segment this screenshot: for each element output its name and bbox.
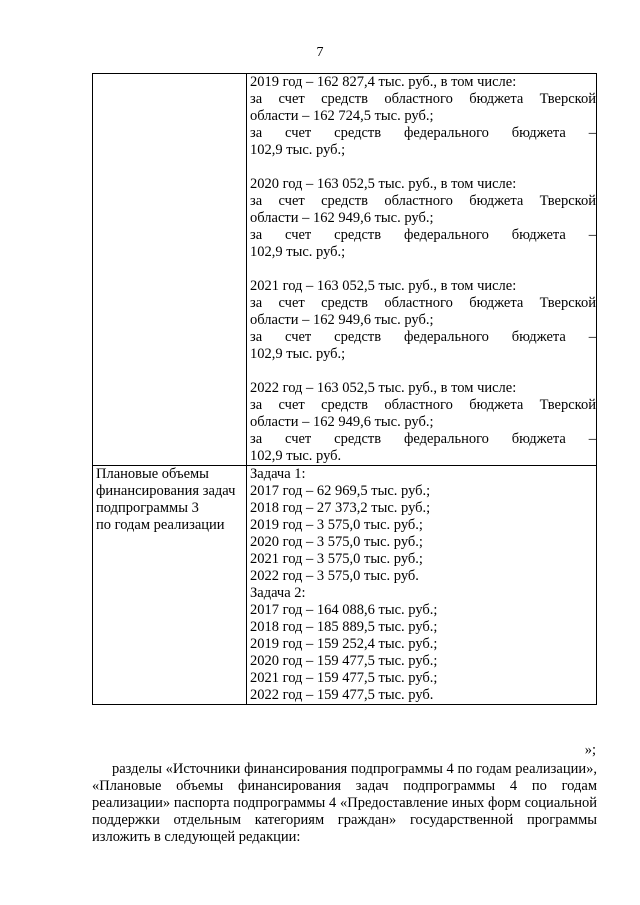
federal-budget-line: за счет средств федерального бюджета – xyxy=(250,125,596,141)
row2-label-line: по годам реализации xyxy=(96,517,225,533)
task-year-line: 2019 год – 3 575,0 тыс. руб.; xyxy=(250,517,423,533)
federal-budget-amount: 102,9 тыс. руб.; xyxy=(250,244,346,260)
task-year-line: 2018 год – 27 373,2 тыс. руб.; xyxy=(250,500,431,516)
regional-budget-line: за счет средств областного бюджета Тверской xyxy=(250,91,596,107)
row2-right-cell xyxy=(247,466,597,705)
year-block xyxy=(250,278,596,363)
task-year-line: 2020 год – 3 575,0 тыс. руб.; xyxy=(250,534,423,550)
task-year-line: 2019 год – 159 252,4 тыс. руб.; xyxy=(250,636,438,652)
federal-budget-line: за счет средств федерального бюджета – xyxy=(250,227,596,243)
task-year-line: 2020 год – 159 477,5 тыс. руб.; xyxy=(250,653,438,669)
row2-label-line: Плановые объемы xyxy=(96,466,209,482)
year-total: 2019 год – 162 827,4 тыс. руб., в том числе: xyxy=(250,74,517,90)
federal-budget-line: за счет средств федерального бюджета – xyxy=(250,431,596,447)
year-total: 2020 год – 163 052,5 тыс. руб., в том числе: xyxy=(250,176,517,192)
year-block xyxy=(250,74,596,159)
row1-right-cell xyxy=(247,74,597,466)
federal-budget-amount: 102,9 тыс. руб.; xyxy=(250,346,346,362)
task-year-line: 2017 год – 164 088,6 тыс. руб.; xyxy=(250,602,438,618)
row2-label-line: финансирования задач xyxy=(96,483,236,499)
regional-budget-line: за счет средств областного бюджета Тверской xyxy=(250,397,596,413)
federal-budget-amount: 102,9 тыс. руб. xyxy=(250,448,342,464)
row2-left-cell xyxy=(93,466,247,705)
regional-budget-amount: области – 162 949,6 тыс. руб.; xyxy=(250,210,434,226)
closing-quote-mark: »; xyxy=(584,742,596,758)
year-block xyxy=(250,380,596,465)
task-heading: Задача 1: xyxy=(250,466,306,482)
task-year-line: 2017 год – 62 969,5 тыс. руб.; xyxy=(250,483,431,499)
regional-budget-amount: области – 162 949,6 тыс. руб.; xyxy=(250,312,434,328)
task-heading: Задача 2: xyxy=(250,585,306,601)
year-total: 2021 год – 163 052,5 тыс. руб., в том числе: xyxy=(250,278,517,294)
regional-budget-amount: области – 162 724,5 тыс. руб.; xyxy=(250,108,434,124)
regional-budget-amount: области – 162 949,6 тыс. руб.; xyxy=(250,414,434,430)
federal-budget-line: за счет средств федерального бюджета – xyxy=(250,329,596,345)
body-paragraph: разделы «Источники финансирования подпрограммы 4 по годам реализации», «Плановые объемы финансирования задач подпрограммы 4 по годам реализации» паспорта подпрограммы 4 «Предоставление иных форм социальной поддержки отдельным категориям граждан» государственной программы изложить в следующей редакции: xyxy=(92,761,597,845)
task-year-line: 2021 год – 159 477,5 тыс. руб.; xyxy=(250,670,438,686)
year-total: 2022 год – 163 052,5 тыс. руб., в том числе: xyxy=(250,380,517,396)
row2-label-line: подпрограммы 3 xyxy=(96,500,199,516)
federal-budget-amount: 102,9 тыс. руб.; xyxy=(250,142,346,158)
passport-table xyxy=(92,73,597,705)
task-year-line: 2018 год – 185 889,5 тыс. руб.; xyxy=(250,619,438,635)
page-number: 7 xyxy=(316,45,324,60)
task-year-line: 2022 год – 159 477,5 тыс. руб. xyxy=(250,687,434,703)
task-year-line: 2021 год – 3 575,0 тыс. руб.; xyxy=(250,551,423,567)
table-row xyxy=(93,466,597,705)
regional-budget-line: за счет средств областного бюджета Тверской xyxy=(250,295,596,311)
regional-budget-line: за счет средств областного бюджета Тверской xyxy=(250,193,596,209)
task-year-line: 2022 год – 3 575,0 тыс. руб. xyxy=(250,568,419,584)
table-row xyxy=(93,74,597,466)
row1-left-cell xyxy=(93,74,247,466)
year-block xyxy=(250,176,596,261)
